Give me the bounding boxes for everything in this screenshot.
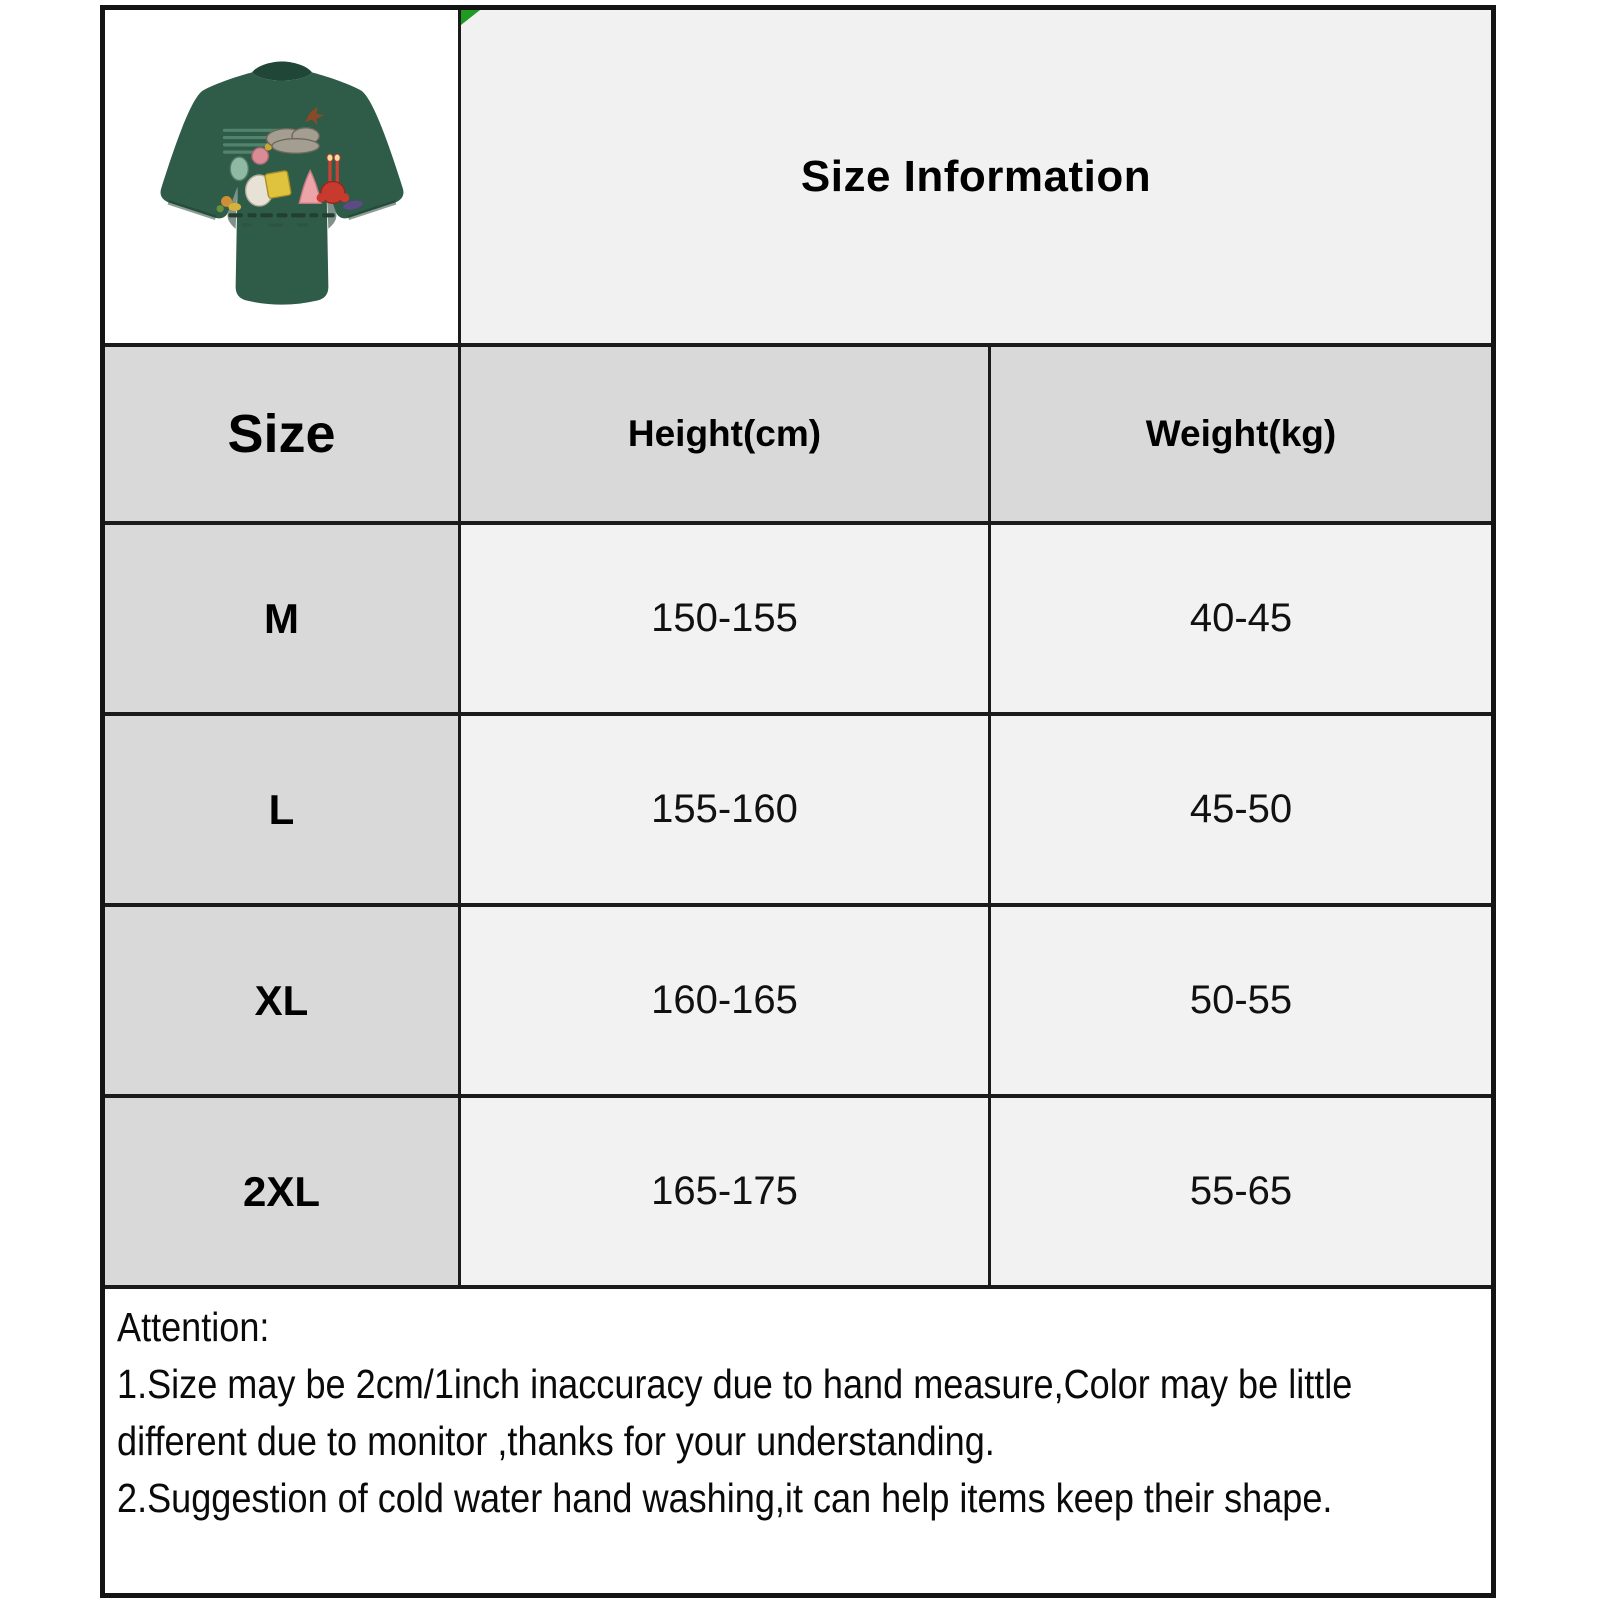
size-information-header-cell — [461, 10, 1491, 343]
squidward — [230, 157, 248, 181]
green-corner-marker — [461, 10, 480, 25]
height-value: 165-175 — [461, 1098, 991, 1285]
attention-line-2: different due to monitor ,thanks for your understanding. — [117, 1418, 995, 1464]
size-label: XL — [105, 907, 461, 1094]
weight-value: 45-50 — [991, 716, 1491, 903]
size-label: 2XL — [105, 1098, 461, 1285]
weight-value: 40-45 — [991, 525, 1491, 712]
spongebob — [264, 170, 291, 198]
height-value: 150-155 — [461, 525, 991, 712]
size-chart-sheet — [100, 5, 1496, 1598]
table-row — [105, 907, 1491, 1098]
tshirt-image — [132, 45, 432, 332]
column-header-weight: Weight(kg) — [991, 347, 1491, 521]
attention-line-1: 1.Size may be 2cm/1inch inaccuracy due to hand measure,Color may be little — [117, 1361, 1353, 1407]
product-image-cell — [105, 10, 461, 343]
table-row — [105, 525, 1491, 716]
table-row — [105, 716, 1491, 907]
green-tshirt-graphic — [132, 45, 432, 327]
pink-head — [252, 148, 268, 164]
page-title: Size Information — [800, 151, 1152, 201]
weight-value: 55-65 — [991, 1098, 1491, 1285]
table-header-row — [105, 347, 1491, 525]
column-header-height: Height(cm) — [461, 347, 991, 521]
cloud — [266, 128, 319, 153]
top-row — [105, 10, 1491, 347]
table-row — [105, 1098, 1491, 1289]
height-value: 155-160 — [461, 716, 991, 903]
attention-notes — [105, 1289, 1491, 1593]
column-header-size: Size — [105, 347, 461, 521]
attention-line-3: 2.Suggestion of cold water hand washing,it can help items keep their shape. — [117, 1475, 1333, 1521]
size-label: M — [105, 525, 461, 712]
size-label: L — [105, 716, 461, 903]
weight-value: 50-55 — [991, 907, 1491, 1094]
attention-title: Attention: — [117, 1304, 270, 1350]
height-value: 160-165 — [461, 907, 991, 1094]
